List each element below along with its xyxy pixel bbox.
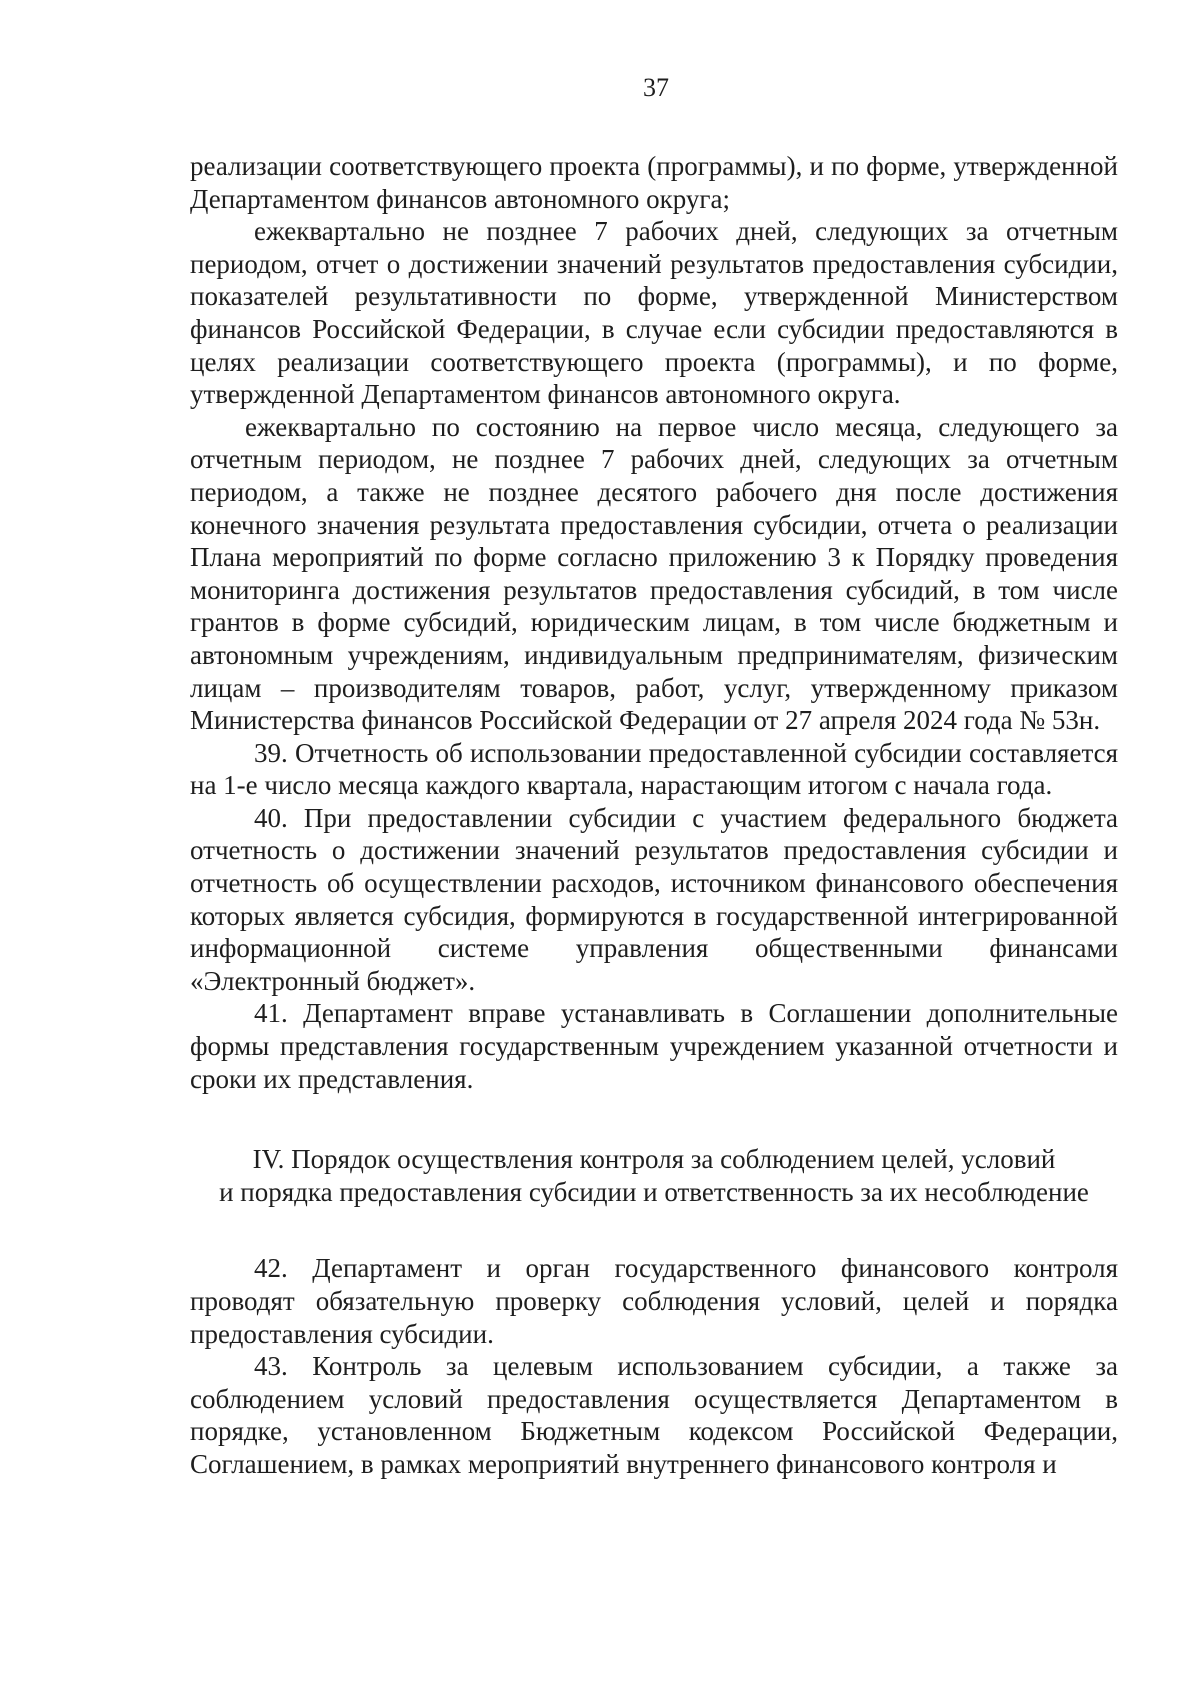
paragraph-continuation: реализации соответствующего проекта (программы), и по форме, утвержденной Департаментом финансов автономного округа; [190,151,1118,214]
section-heading [190,1143,1118,1208]
section-heading-line-2: и порядка предоставления субсидии и ответственность за их несоблюдение [219,1176,1089,1207]
paragraph-item-41: 41. Департамент вправе устанавливать в Соглашении дополнительные формы представления государственным учреждением указанной отчетности и сроки их представления. [190,998,1118,1094]
paragraph-item-43: 43. Контроль за целевым использованием субсидии, а также за соблюдением условий предоставления осуществляется Департаментом в порядке, установленном Бюджетным кодексом Российской Федерации, Соглашением, в рамках мероприятий внутреннего финансового контроля и [190,1351,1118,1479]
paragraph-item-39: 39. Отчетность об использовании предоставленной субсидии составляется на 1-е число месяца каждого квартала, нарастающим итогом с начала года. [190,737,1118,801]
paragraph-quarterly-plan-report: ежеквартально по состоянию на первое число месяца, следующего за отчетным периодом, не позднее 7 рабочих дней, следующих за отчетным периодом, а также не позднее десятого рабочего дня после достижения конечного значения результата предоставления субсидии, отчета о реализации Плана мероприятий по форме согласно приложению 3 к Порядку проведения мониторинга достижения результатов предоставления субсидий, в том числе грантов в форме субсидий, юридическим лицам, в том числе бюджетным и автономным учреждениям, индивидуальным предпринимателям, физическим лицам – производителям товаров, работ, услуг, утвержденному приказом Министерства финансов Российской Федерации от 27 апреля 2024 года № 53н. [190,411,1118,736]
document-body [190,150,1118,1481]
paragraph-item-40: 40. При предоставлении субсидии с участием федерального бюджета отчетность о достижении значений результатов предоставления субсидии и отчетность об осуществлении расходов, источником финансового обеспечения которых является субсидия, формируются в государственной интегрированной информационной системе управления общественными финансами «Электронный бюджет». [190,802,1118,996]
page-number: 37 [643,73,669,102]
paragraph-item-42: 42. Департамент и орган государственного финансового контроля проводят обязательную проверку соблюдения условий, целей и порядка предоставления субсидии. [190,1253,1118,1349]
section-heading-line-1: IV. Порядок осуществления контроля за соблюдением целей, условий [252,1144,1056,1175]
paragraph-quarterly-report: ежеквартально не позднее 7 рабочих дней, следующих за отчетным периодом, отчет о достижении значений результатов предоставления субсидии, показателей результативности по форме, утвержденной Министерством финансов Российской Федерации, в случае если субсидии предоставляются в целях реализации соответствующего проекта (программы), и по форме, утвержденной Департаментом финансов автономного округа. [190,216,1118,410]
